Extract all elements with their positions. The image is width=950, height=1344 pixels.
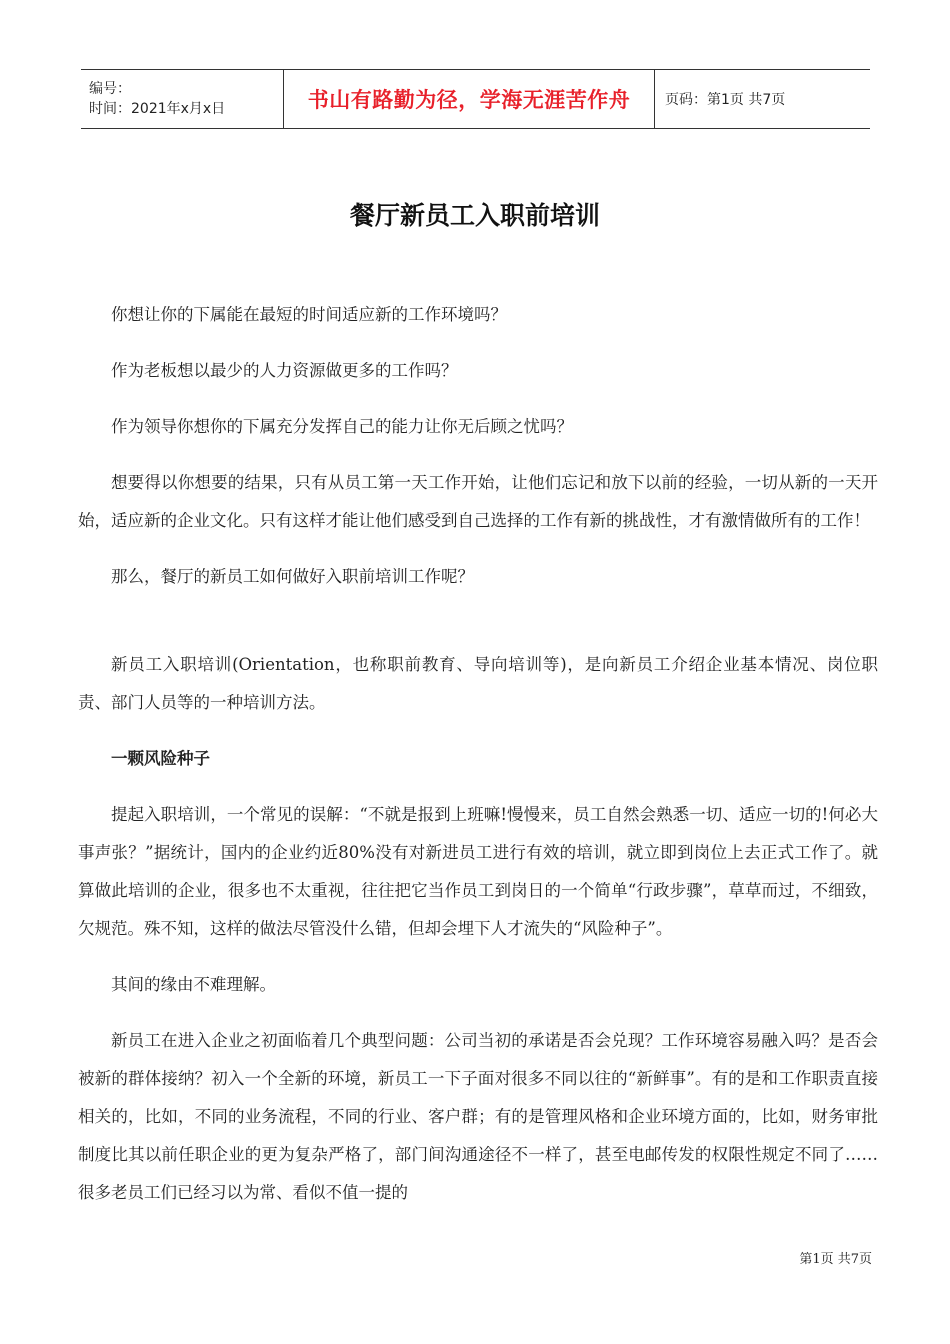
page-footer: 第1页 共7页: [799, 1252, 872, 1267]
paragraph: 提起入职培训，一个常见的误解：“不就是报到上班嘛!慢慢来，员工自然会熟悉一切、适应一切的!何必大事声张？”据统计，国内的企业约近80%没有对新进员工进行有效的培训，就立即到岗位上去正式工作了。就算做此培训的企业，很多也不太重视，往往把它当作员工到岗日的一个简单“行政步骤”，草草而过，不细致，欠规范。殊不知，这样的做法尽管没什么错，但却会埋下人才流失的“风险种子”。: [78, 805, 878, 938]
paragraph: 其间的缘由不难理解。: [111, 975, 276, 994]
header-motto: 书山有路勤为径，学海无涯苦作舟: [307, 88, 631, 112]
page-info: 页码：第1页 共7页: [665, 92, 786, 108]
document-body: [78, 296, 878, 1212]
document-title: 餐厅新员工入职前培训: [349, 201, 600, 230]
paragraph: 新员工在进入企业之初面临着几个典型问题：公司当初的承诺是否会兑现？工作环境容易融入吗？是否会被新的群体接纳？初入一个全新的环境，新员工一下子面对很多不同以往的“新鲜事”。有的是和工作职责直接相关的，比如，不同的业务流程，不同的行业、客户群；有的是管理风格和企业环境方面的，比如，财务审批制度比其以前任职企业的更为复杂严格了，部门间沟通途径不一样了，甚至电邮传发的权限性规定不同了……很多老员工们已经习以为常、看似不值一提的: [78, 1031, 878, 1202]
paragraph: 作为领导你想你的下属充分发挥自己的能力让你无后顾之忧吗？: [111, 417, 573, 436]
paragraph: 那么，餐厅的新员工如何做好入职前培训工作呢？: [111, 567, 474, 586]
page-header: [81, 69, 870, 129]
paragraph: 新员工入职培训(Orientation，也称职前教育、导向培训等)，是向新员工介绍企业基本情况、岗位职责、部门人员等的一种培训方法。: [78, 655, 878, 712]
paragraph: 你想让你的下属能在最短的时间适应新的工作环境吗？: [111, 305, 507, 324]
header-meta: [81, 70, 283, 128]
header-page-info: [655, 70, 870, 128]
header-motto-cell: [283, 70, 655, 128]
paragraph: 作为老板想以最少的人力资源做更多的工作吗？: [111, 361, 458, 380]
section-heading: 一颗风险种子: [111, 749, 210, 768]
number-label: 编号：: [89, 81, 131, 97]
time-label: 时间：2021年x月x日: [89, 101, 226, 117]
paragraph: 想要得以你想要的结果，只有从员工第一天工作开始，让他们忘记和放下以前的经验，一切从新的一天开始，适应新的企业文化。只有这样才能让他们感受到自己选择的工作有新的挑战性，才有激情做所有的工作！: [78, 473, 878, 530]
